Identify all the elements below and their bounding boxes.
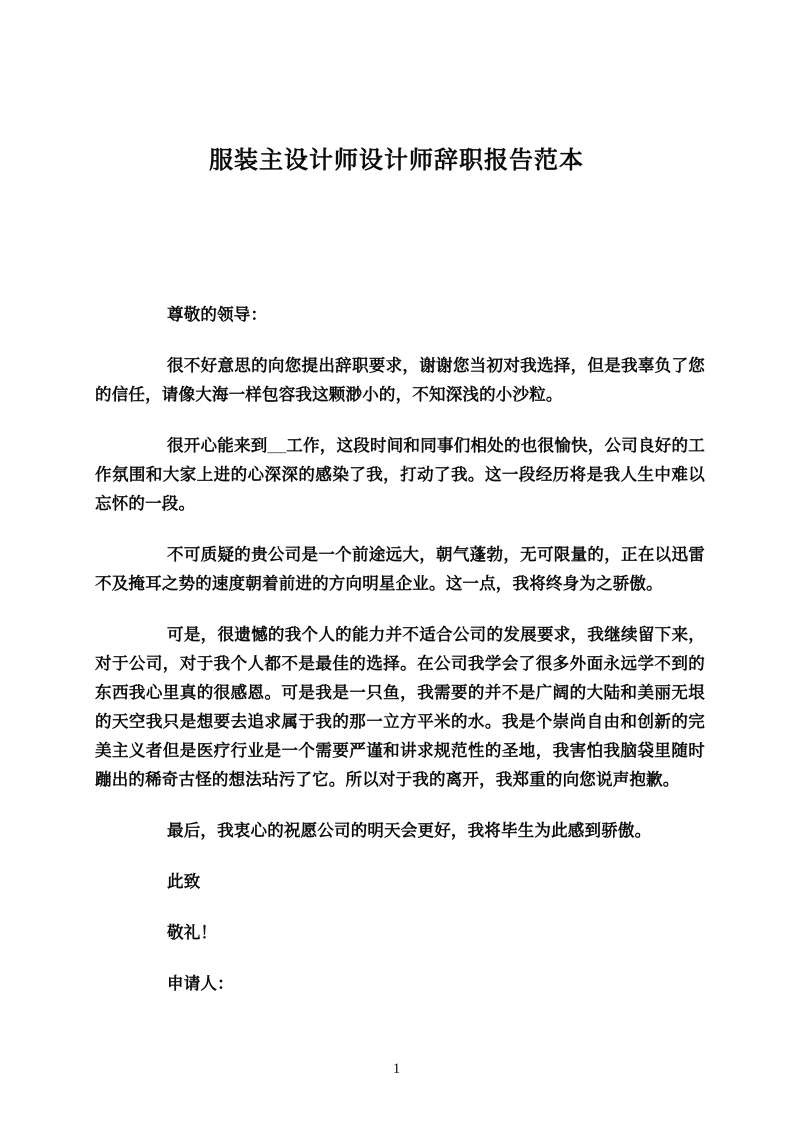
body-paragraph-5: 最后，我衷心的祝愿公司的明天会更好，我将毕生为此感到骄傲。	[167, 822, 652, 840]
body-paragraph-2: 很开心能来到__工作，这段时间和同事们相处的也很愉快，公司良好的工作氛围和大家上进的心深深的感染了我，打动了我。这一段经历将是我人生中难以忘怀的一段。	[95, 437, 705, 513]
body-paragraph-3: 不可质疑的贵公司是一个前途远大，朝气蓬勃，无可限量的，正在以迅雷不及掩耳之势的速度朝着前进的方向明星企业。这一点，我将终身为之骄傲。	[95, 546, 705, 593]
closing-cizhi: 此致	[167, 873, 201, 891]
document-body	[0, 301, 793, 999]
body-paragraph-1: 很不好意思的向您提出辞职要求，谢谢您当初对我选择，但是我辜负了您的信任，请像大海一样包容我这颗渺小的，不知深浅的小沙粒。	[95, 357, 705, 404]
closing-applicant: 申请人：	[167, 975, 234, 993]
body-paragraph-4: 可是，很遗憾的我个人的能力并不适合公司的发展要求，我继续留下来，对于公司，对于我个人都不是最佳的选择。在公司我学会了很多外面永远学不到的东西我心里真的很感恩。可是我是一只鱼，我需要的并不是广阔的大陆和美丽无垠的天空我只是想要去追求属于我的那一立方平米的水。我是个崇尚自由和创新的完美主义者但是医疗行业是一个需要严谨和讲求规范性的圣地，我害怕我脑袋里随时蹦出的稀奇古怪的想法玷污了它。所以对于我的离开，我郑重的向您说声抱歉。	[95, 626, 705, 789]
closing-jingli: 敬礼！	[167, 924, 218, 942]
document-title: 服装主设计师设计师辞职报告范本	[209, 147, 584, 174]
page-number: 1	[392, 1061, 401, 1077]
salutation: 尊敬的领导：	[167, 306, 268, 324]
